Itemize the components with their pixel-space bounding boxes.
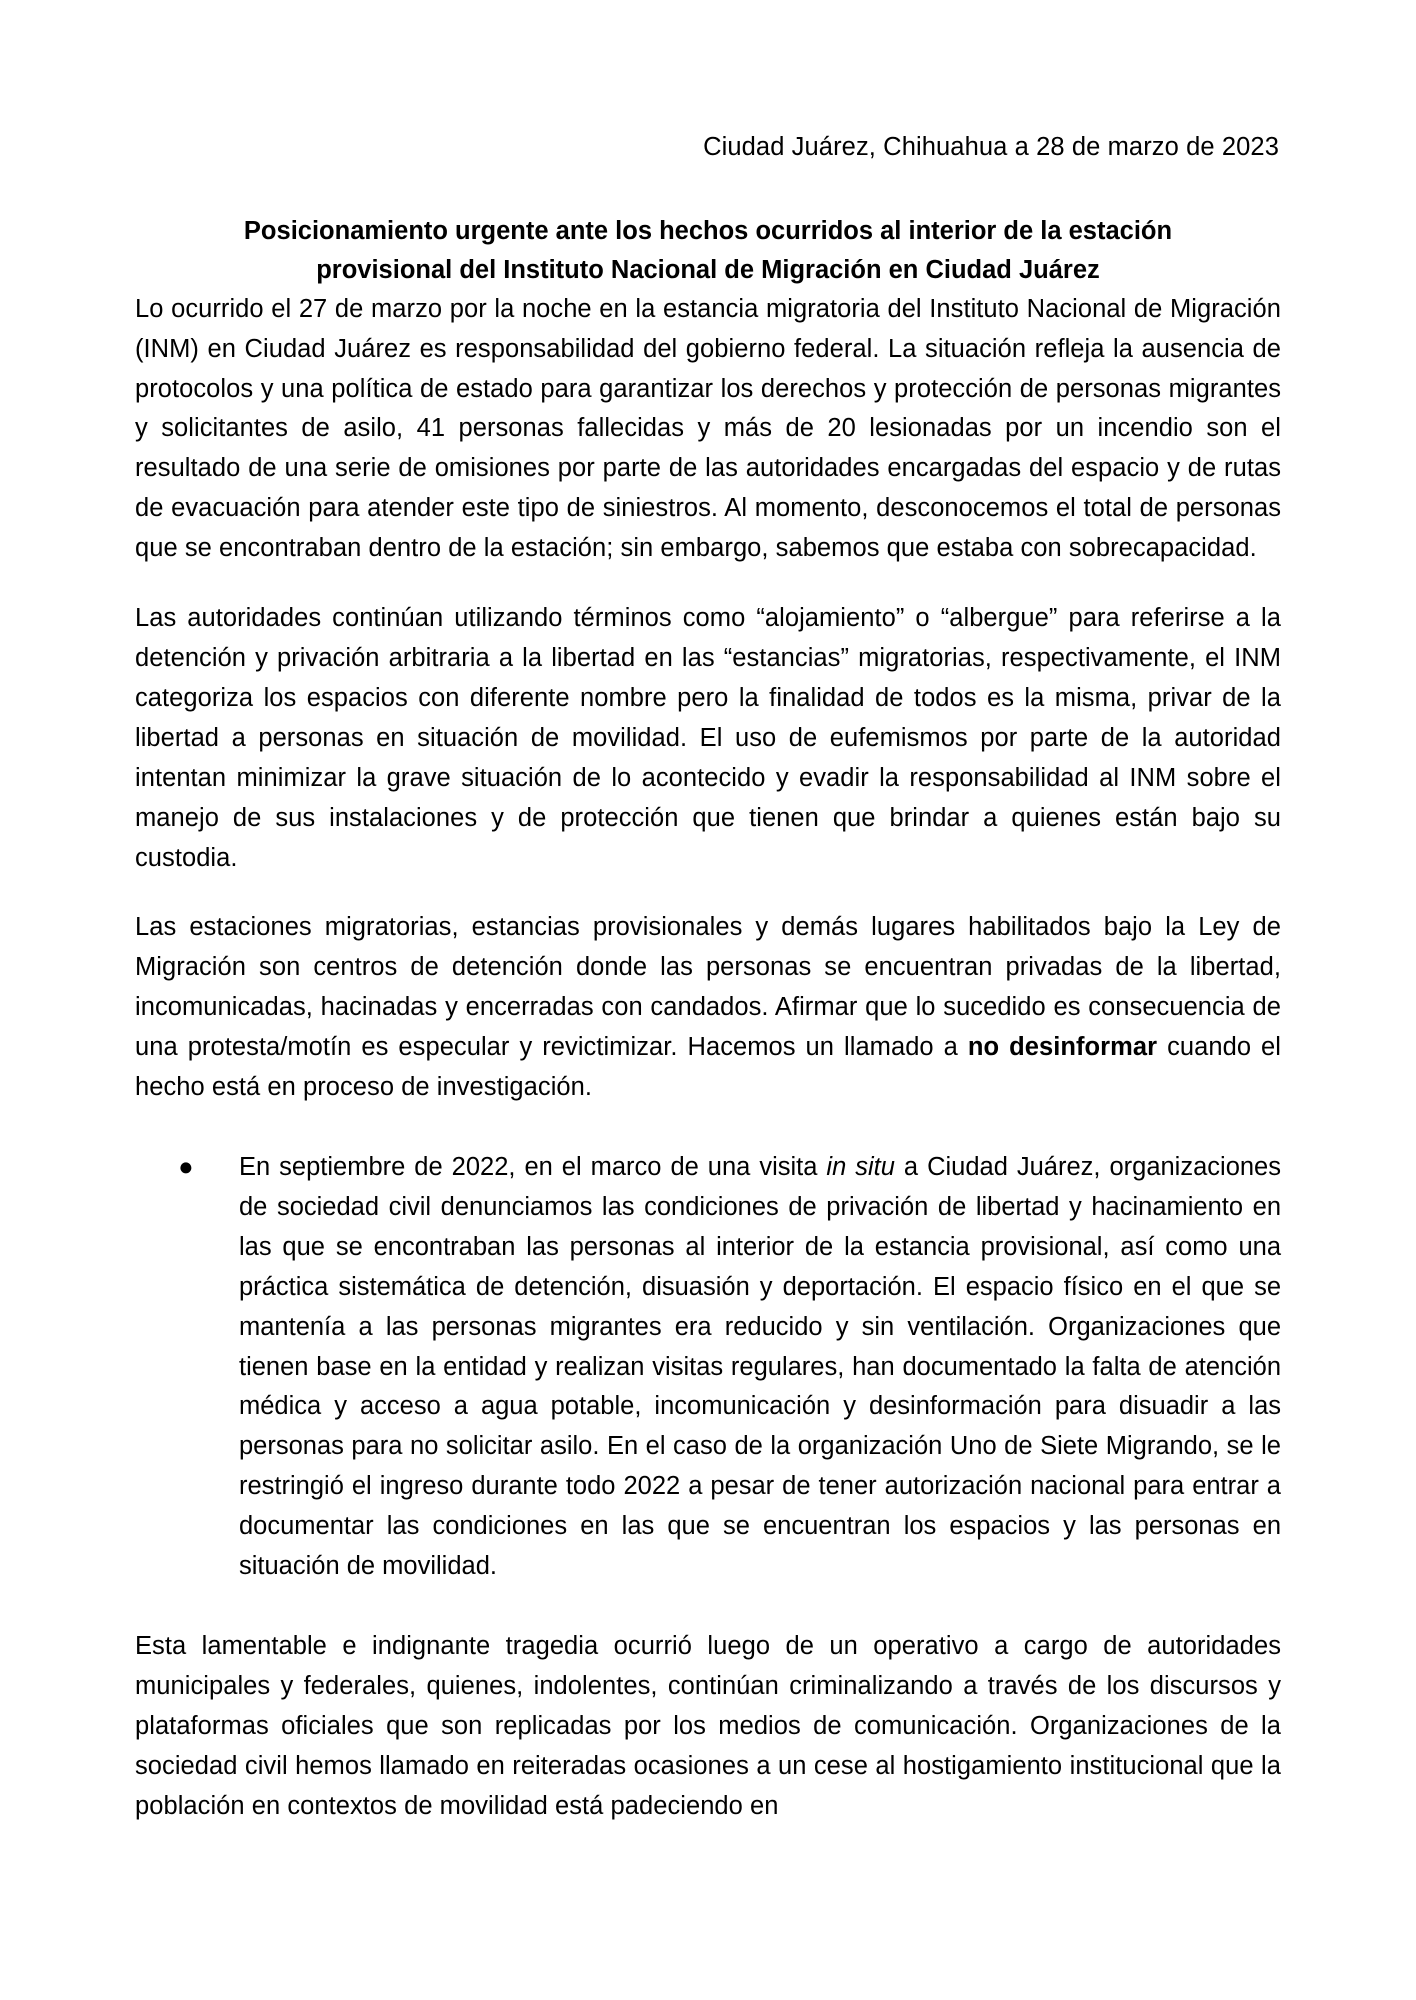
paragraph-spacer: [135, 1587, 1281, 1627]
page-title-line-2: provisional del Instituto Nacional de Migración en Ciudad Juárez: [316, 256, 1100, 284]
paragraph-3: [135, 908, 1281, 1108]
paragraph-3-text-before: Las estaciones migratorias, estancias provisionales y demás lugares habilitados bajo la Ley de Migración son centros de detención donde las personas se encuentran privadas de la libertad, incomunicadas, hacinadas y encerradas con candados. Afirmar que lo sucedido es consecuencia de una protesta/motín es especular y revictimizar. Hacemos un llamado a: [135, 913, 1281, 1062]
paragraph-1: Lo ocurrido el 27 de marzo por la noche en la estancia migratoria del Instituto Nacional de Migración (INM) en Ciudad Juárez es responsabilidad del gobierno federal. La situación refleja la ausencia de protocolos y una política de estado para garantizar los derechos y protección de personas migrantes y solicitantes de asilo, 41 personas fallecidas y más de 20 lesionadas por un incendio son el resultado de una serie de omisiones por parte de las autoridades encargadas del espacio y de rutas de evacuación para atender este tipo de siniestros. Al momento, desconocemos el total de personas que se encontraban dentro de la estación; sin embargo, sabemos que estaba con sobrecapacidad.: [135, 294, 1281, 563]
bullet-list: [135, 1148, 1281, 1587]
paragraph-4: Esta lamentable e indignante tragedia ocurrió luego de un operativo a cargo de autoridades municipales y federales, quienes, indolentes, continúan criminalizando a través de los discursos y plataformas oficiales que son replicadas por los medios de comunicación. Organizaciones de la sociedad civil hemos llamado en reiteradas ocasiones a un cese al hostigamiento institucional que la población en contextos de movilidad está padeciendo en: [135, 1631, 1281, 1820]
page-title-line-1: Posicionamiento urgente ante los hechos ocurridos al interior de la estación: [243, 217, 1173, 246]
paragraph-2: Las autoridades continúan utilizando términos como “alojamiento” o “albergue” para referirse a la detención y privación arbitraria a la libertad en las “estancias” migratorias, respectivamente, el INM categoriza los espacios con diferente nombre pero la finalidad de todos es la misma, privar de la libertad a personas en situación de movilidad. El uso de eufemismos por parte de la autoridad intentan minimizar la grave situación de lo acontecido y evadir la responsabilidad al INM sobre el manejo de sus instalaciones y de protección que tienen que brindar a quienes están bajo su custodia.: [135, 604, 1281, 872]
paragraph-spacer: [135, 569, 1281, 599]
date-line: Ciudad Juárez, Chihuahua a 28 de marzo de 2023: [703, 133, 1279, 161]
document-content: [135, 0, 1281, 1826]
bullet-marker-icon: ●: [178, 1152, 194, 1181]
paragraph-3-text-after: cuando el hecho está en proceso de investigación.: [135, 1033, 1282, 1102]
list-item-text-after: a Ciudad Juárez, organizaciones de sociedad civil denunciamos las condiciones de privación de libertad y hacinamiento en las que se encontraban las personas al interior de la estancia provisional, así como una práctica sistemática de detención, disuasión y deportación. El espacio físico en el que se mantenía a las personas migrantes era reducido y sin ventilación. Organizaciones que tienen base en la entidad y realizan visitas regulares, han documentado la falta de atención médica y acceso a agua potable, incomunicación y desinformación para disuadir a las personas para no solicitar asilo. En el caso de la organización Uno de Siete Migrando, se le restringió el ingreso durante todo 2022 a pesar de tener autorización nacional para entrar a documentar las condiciones en las que se encuentran los espacios y las personas en situación de movilidad.: [239, 1152, 1281, 1581]
list-item-italic-phrase: in situ: [826, 1152, 895, 1181]
paragraph-3-emphasis: no desinformar: [967, 1033, 1158, 1062]
list-item-text-before: En septiembre de 2022, en el marco de una visita: [239, 1152, 827, 1181]
page-title: [135, 212, 1281, 290]
list-item: [175, 1148, 1281, 1587]
list-spacer: [135, 1108, 1281, 1148]
paragraph-spacer: [135, 878, 1281, 908]
